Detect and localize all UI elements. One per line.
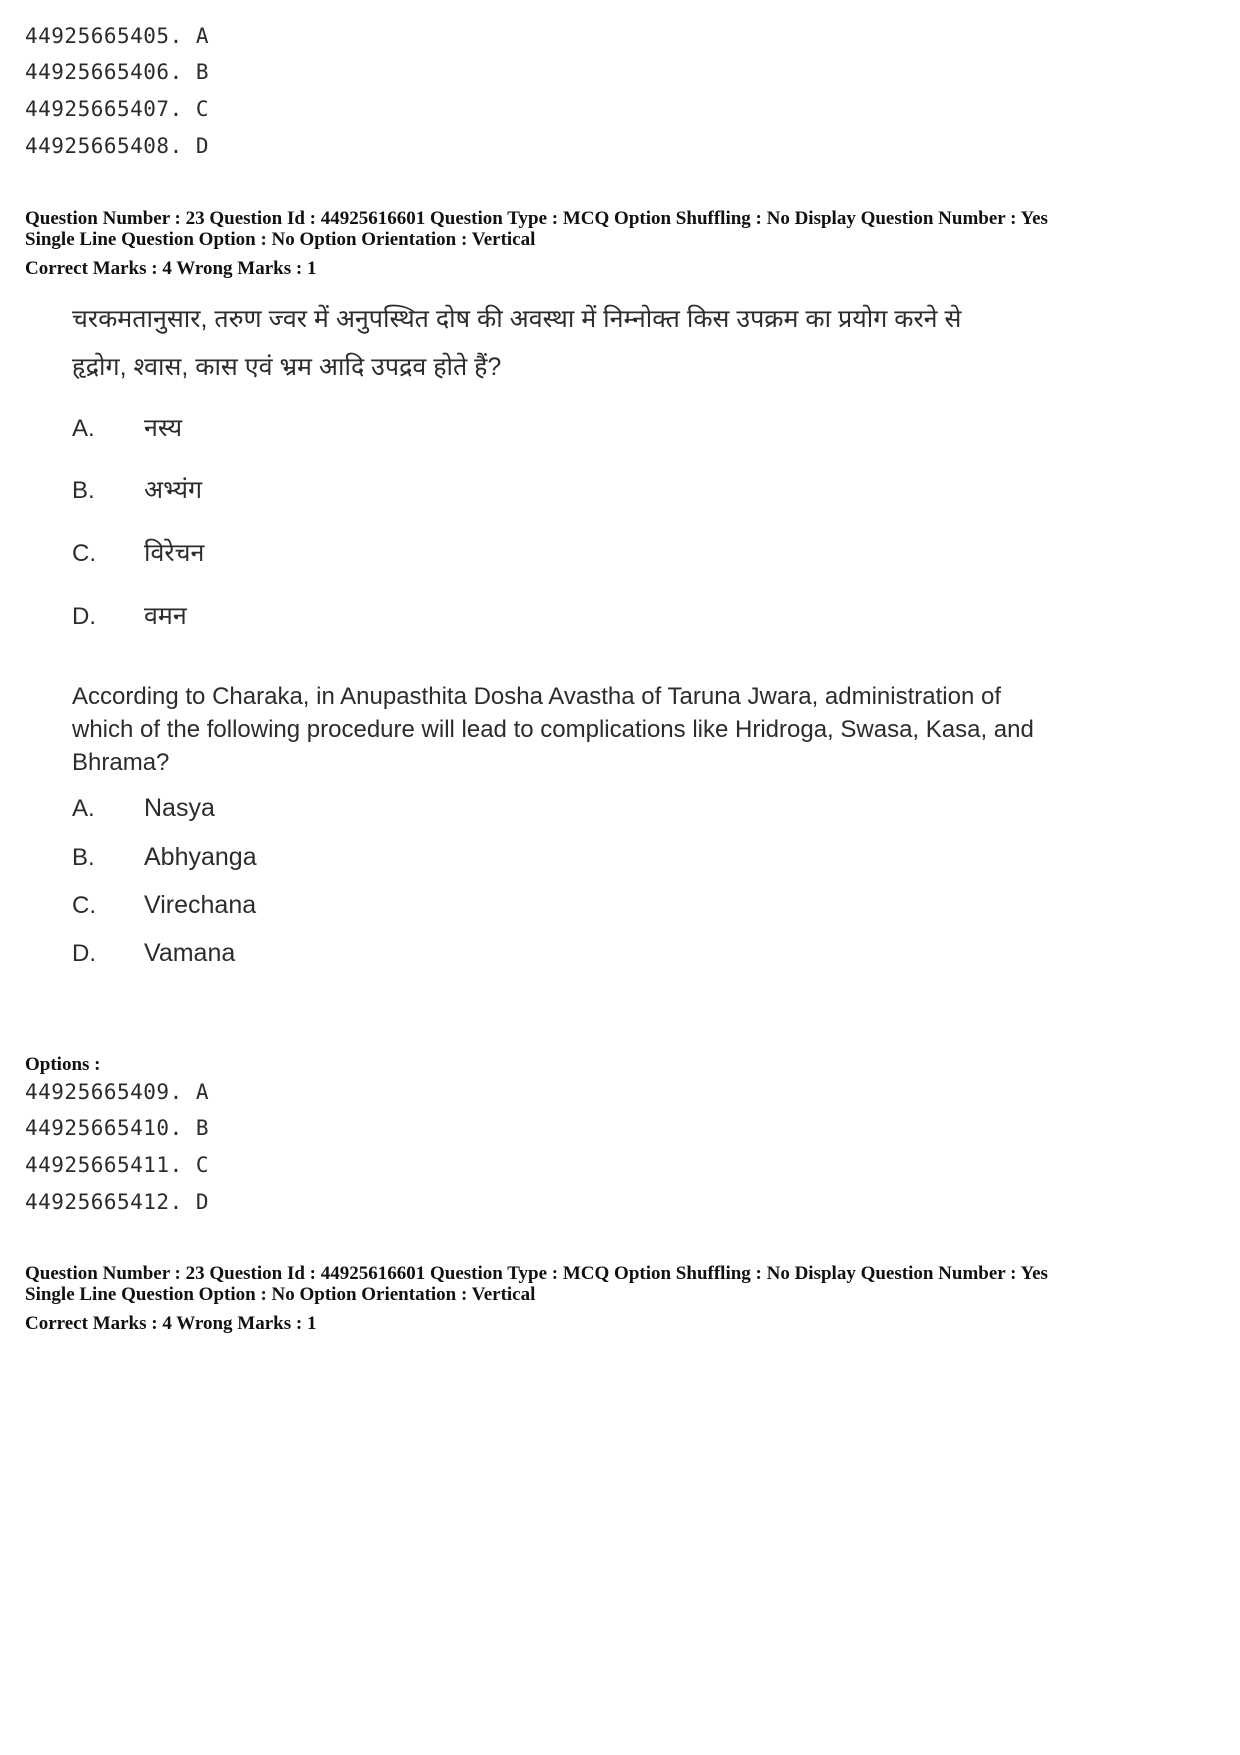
marks-line: Correct Marks : 4 Wrong Marks : 1 — [25, 1313, 317, 1334]
question-english-line: According to Charaka, in Anupasthita Dosha Avastha of Taruna Jwara, administration of — [72, 683, 1001, 710]
choice-text: अभ्यंग — [144, 476, 203, 504]
question-hindi-line: हृद्रोग, श्वास, कास एवं भ्रम आदि उपद्रव होते हैं? — [72, 353, 502, 381]
option-id-line: 44925665409. A — [25, 1080, 210, 1104]
choice-letter: B. — [72, 844, 95, 871]
question-meta-line: Question Number : 23 Question Id : 44925616601 Question Type : MCQ Option Shuffling : No Display Question Number : Yes — [25, 1263, 1048, 1284]
question-english-line: Bhrama? — [72, 749, 170, 776]
question-english-text — [72, 680, 1172, 779]
option-id-line: 44925665412. D — [25, 1190, 210, 1214]
option-id-line: 44925665405. A — [25, 24, 210, 48]
choice-text: Abhyanga — [144, 843, 257, 871]
choice-text: Nasya — [144, 794, 215, 822]
choice-text: विरेचन — [144, 539, 205, 567]
choice-letter: C. — [72, 540, 96, 567]
choice-letter: D. — [72, 603, 96, 630]
option-id-line: 44925665406. B — [25, 60, 210, 84]
english-choice-a — [72, 794, 215, 823]
choice-text: Vamana — [144, 939, 236, 967]
hindi-choice-a — [72, 410, 182, 444]
question-meta-line: Single Line Question Option : No Option Orientation : Vertical — [25, 1284, 536, 1305]
question-english-line: which of the following procedure will lead to complications like Hridroga, Swasa, Kasa, and — [72, 716, 1034, 743]
option-id-line: 44925665407. C — [25, 97, 210, 121]
question-hindi-line: चरकमतानुसार, तरुण ज्वर में अनुपस्थित दोष की अवस्था में निम्नोक्त किस उपक्रम का प्रयोग करने से — [72, 305, 962, 333]
choice-letter: D. — [72, 940, 96, 967]
hindi-choice-b — [72, 472, 202, 506]
hindi-choice-d — [72, 598, 187, 632]
hindi-choice-c — [72, 535, 204, 569]
question-meta-line: Single Line Question Option : No Option Orientation : Vertical — [25, 229, 536, 250]
choice-letter: C. — [72, 892, 96, 919]
choice-text: Virechana — [144, 891, 257, 919]
choice-text: नस्य — [144, 414, 183, 442]
option-id-line: 44925665411. C — [25, 1153, 210, 1177]
english-choice-c — [72, 891, 256, 920]
option-id-line: 44925665410. B — [25, 1116, 210, 1140]
choice-letter: A. — [72, 795, 95, 822]
question-hindi-text — [72, 295, 1172, 391]
choice-letter: B. — [72, 477, 95, 504]
option-id-line: 44925665408. D — [25, 134, 210, 158]
english-choice-b — [72, 843, 257, 872]
choice-letter: A. — [72, 415, 95, 442]
question-meta-line: Question Number : 23 Question Id : 44925616601 Question Type : MCQ Option Shuffling : No Display Question Number : Yes — [25, 208, 1048, 229]
choice-text: वमन — [144, 602, 187, 630]
options-label: Options : — [25, 1054, 101, 1075]
marks-line: Correct Marks : 4 Wrong Marks : 1 — [25, 258, 317, 279]
english-choice-d — [72, 939, 235, 968]
